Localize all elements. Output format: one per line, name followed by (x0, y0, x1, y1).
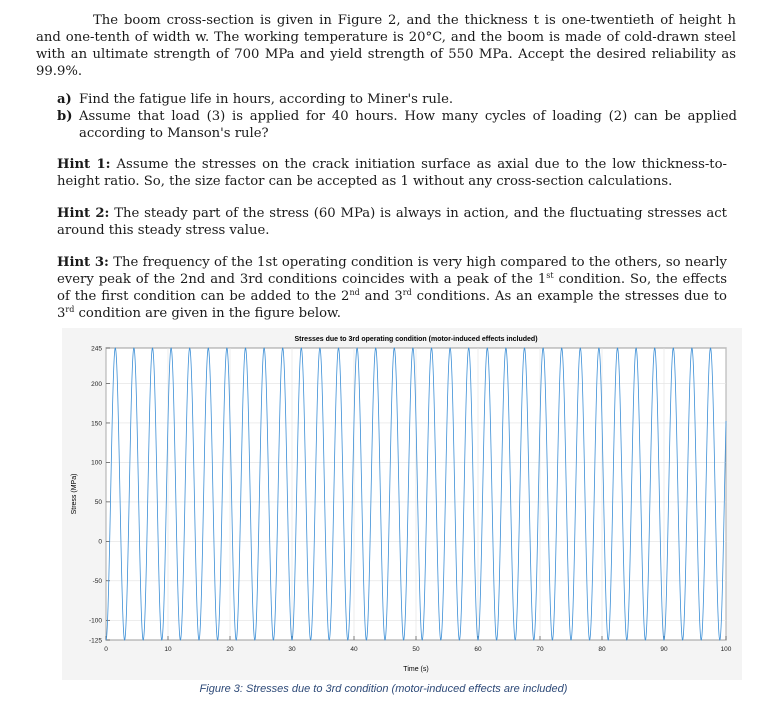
x-axis-label: Time (s) (403, 666, 429, 673)
stress-chart (62, 328, 742, 680)
hint-3-sup-4: rd (65, 305, 75, 314)
y-tick-label: -100 (88, 617, 102, 625)
question-b (57, 108, 737, 142)
x-tick-label: 50 (412, 646, 420, 653)
question-a-text: Find the fatigue life in hours, according to Miner's rule. (79, 92, 454, 107)
hint-3-text-b: condition. So, the effects of the first condition can be added to the 2 (57, 272, 727, 304)
x-tick-label: 20 (226, 646, 234, 653)
y-tick-label: -125 (88, 637, 102, 645)
x-tick-label: 80 (598, 646, 606, 653)
chart-title: Stresses due to 3rd operating condition (motor-induced effects included) (294, 336, 538, 343)
intro-paragraph: The boom cross-section is given in Figure 2, and the thickness t is one-twentieth of height h and one-tenth of width w. The working temperature is 20°C, and the boom is made of cold-drawn steel with an ultimate strength of 700 MPa and yield strength of 550 MPa. Accept the desired reliability as 99.9%. (36, 13, 736, 79)
hint-3-label: Hint 3: (57, 255, 109, 270)
y-tick-label: -50 (92, 578, 102, 586)
hint-3-sup-2: nd (349, 288, 360, 297)
y-tick-label: 100 (91, 459, 102, 467)
hint-2 (57, 205, 727, 239)
y-tick-label: 200 (91, 380, 102, 388)
y-tick-label: 50 (94, 499, 102, 507)
hint-3-text-a: The frequency of the 1st operating condition is very high compared to the others, so nearly every peak of the 2nd and 3rd conditions coincides with a peak of the 1 (57, 255, 727, 287)
y-tick-label: 245 (91, 345, 102, 353)
x-tick-label: 90 (660, 646, 668, 653)
x-tick-label: 70 (536, 646, 544, 653)
question-b-label: b) (57, 109, 73, 124)
hint-3-text-e: condition are given in the figure below. (74, 306, 341, 321)
x-tick-label: 30 (288, 646, 296, 653)
x-tick-label: 10 (164, 646, 172, 653)
question-a-label: a) (57, 92, 72, 107)
hint-3-text-c: and 3 (359, 289, 403, 304)
question-b-text: Assume that load (3) is applied for 40 hours. How many cycles of loading (2) can be applied according to Manson's rule? (79, 109, 737, 141)
hint-1-label: Hint 1: (57, 157, 111, 172)
hint-3-text-d: conditions. As an example the stresses due to 3 (57, 289, 727, 321)
stress-chart-svg (62, 328, 742, 680)
question-list (57, 91, 737, 142)
x-tick-label: 100 (720, 646, 732, 653)
figure-caption: Figure 3: Stresses due to 3rd condition (motor-induced effects are included) (199, 683, 568, 695)
x-tick-label: 60 (474, 646, 482, 653)
y-tick-label: 0 (98, 538, 102, 546)
hint-1-text: Assume the stresses on the crack initiation surface as axial due to the low thickness-to-height ratio. So, the size factor can be accepted as 1 without any cross-section calculations. (57, 157, 727, 189)
y-tick-label: 150 (91, 420, 102, 428)
hint-1 (57, 156, 727, 190)
x-tick-label: 40 (350, 646, 358, 653)
x-tick-label: 0 (104, 646, 108, 653)
hint-2-label: Hint 2: (57, 206, 110, 221)
hint-2-text: The steady part of the stress (60 MPa) is always in action, and the fluctuating stresses act around this steady stress value. (57, 206, 727, 238)
hint-3-sup-3: rd (402, 288, 412, 297)
y-axis-label: Stress (MPa) (71, 473, 78, 515)
question-a (57, 91, 737, 108)
hint-3-sup-1: st (546, 271, 554, 280)
hint-3 (57, 254, 727, 322)
